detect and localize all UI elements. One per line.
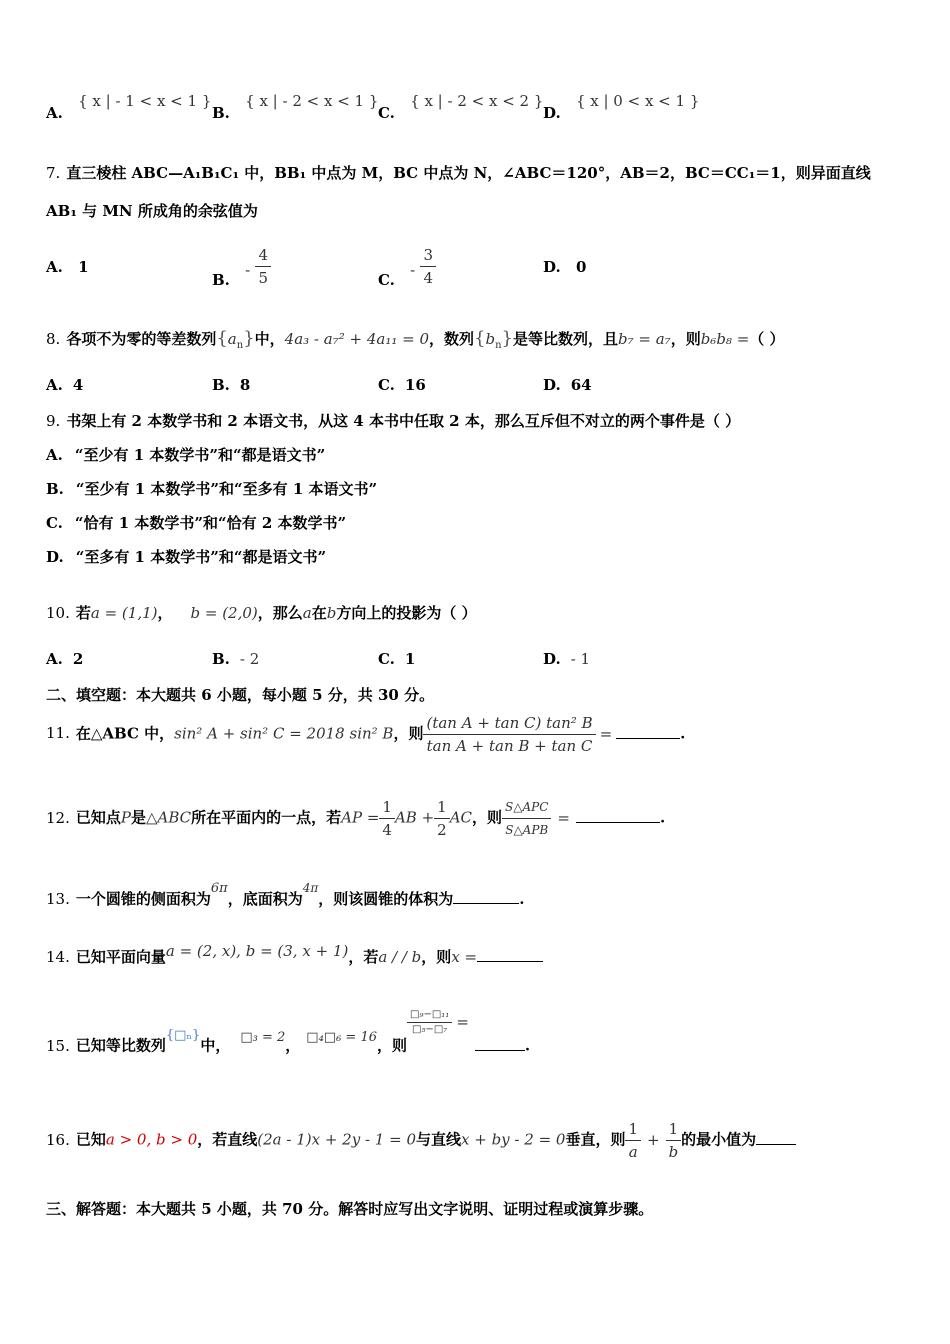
answer-blank [756,1144,796,1145]
q6-option-b [212,92,379,122]
q9-stem [46,410,740,431]
answer-blank [475,1050,525,1051]
vector-ap: AP = [341,808,380,827]
question-text: 方向上的投影为（ ） [336,604,477,622]
q7-stem [46,162,871,183]
q10-stem [46,602,477,623]
fraction-denominator: S△APB [505,823,549,837]
question-text: 的最小值为 [681,1130,757,1149]
fraction-denominator: tan A + tan B + tan C [426,737,593,755]
q14-stem [46,942,543,967]
q10-option-a [46,650,83,668]
section-heading-fill-in: 二、填空题：本大题共 6 小题，每小题 5 分，共 30 分。 [46,686,435,704]
symbol-a: a [302,604,312,622]
option-label: C. [46,514,63,532]
fraction-numerator: 3 [420,244,436,267]
question-text: ，若 [348,948,379,966]
option-label: A. [46,650,63,668]
brace-open: { [216,328,228,349]
question-number: 8. [46,330,61,348]
question-text: 书架上有 2 本数学书和 2 本语文书，从这 4 本书中任取 2 本，那么互斥但不对立的两个事件是（ ） [66,412,741,430]
question-number: 12. [46,808,70,827]
fraction-denominator: b [668,1143,679,1161]
q7-option-d [543,258,586,276]
option-label: B. [212,376,230,394]
option-value: 16 [404,376,426,394]
vector-b: b = (2,0) [190,604,258,622]
target-expression: x = [451,948,478,966]
question-text: 一个圆锥的侧面积为 [75,890,211,908]
question-number: 15. [46,1036,70,1055]
option-label: B. [212,104,230,122]
equation: 4a₃ - a₇² + 4a₁₁ = 0 [284,330,429,348]
vectors: a = (2, x), b = (3, x + 1) [165,942,349,960]
fraction-denominator: a [628,1143,638,1161]
q12-stem [46,796,665,841]
option-value: 1 [78,258,89,276]
option-value: - 2 [239,650,260,668]
sequence-b: b [485,330,496,348]
q9-option-c [46,512,346,533]
question-text: ， [285,1036,301,1055]
fraction-numerator: 1 [625,1118,641,1141]
option-expr: { x | 0 < x < 1 } [575,92,700,110]
option-label: A. [46,104,63,122]
option-label: C. [378,650,395,668]
question-text: ，则该圆锥的体积为 [318,890,454,908]
option-value: 2 [72,650,84,668]
question-text: ，则 [376,1036,407,1055]
question-text: 直三棱柱 ABC—A₁B₁C₁ 中，BB₁ 中点为 M，BC 中点为 N，∠ABC＝120°，AB＝2，BC＝CC₁＝1，则异面直线 [66,164,871,182]
question-text: 已知点 [75,808,121,827]
option-expr: { x | - 2 < x < 2 } [410,92,544,110]
answer-blank [616,738,680,739]
option-label: B. [212,650,230,668]
symbol-b: b [326,604,337,622]
q7-option-b [212,234,271,289]
fraction-denominator: 5 [258,269,268,287]
option-fraction [255,244,271,289]
option-label: A. [46,376,63,394]
question-text: 垂直，则 [565,1130,626,1149]
reciprocal-a [625,1118,641,1163]
equation: sin² A + sin² C = 2018 sin² B [174,724,394,743]
option-label: B. [212,270,230,289]
fraction-denominator: 4 [382,821,392,839]
q9-option-b [46,478,377,499]
option-value: 64 [570,376,592,394]
question-text: ，那么 [257,604,303,622]
question-text: ，底面积为 [227,890,303,908]
option-label: D. [543,650,561,668]
option-label: D. [543,258,561,276]
question-text: 已知平面向量 [75,948,166,966]
option-label: B. [46,480,64,498]
plus-sign: + [647,1130,660,1149]
coefficient-fraction [434,796,450,841]
q11-fraction [423,712,595,757]
question-text: 已知 [75,1130,106,1149]
fraction-numerator: S△APC [502,796,551,819]
option-label: C. [378,376,395,394]
fraction-numerator: 4 [255,244,271,267]
question-text: 在 [311,604,327,622]
q10-option-d [543,650,590,668]
option-value: 8 [239,376,251,394]
question-number: 13. [46,890,70,908]
question-text: 所在平面内的一点，若 [191,808,342,827]
q10-option-c [378,650,415,668]
fraction-numerator: 1 [379,796,395,819]
triangle: △ABC [145,808,192,827]
fraction-denominator: 4 [423,269,433,287]
q7-option-c [378,234,436,289]
line-2: x + by - 2 = 0 [461,1130,566,1149]
q15-fraction [407,1008,452,1037]
option-label: D. [543,104,561,122]
question-text: ，则 [393,724,424,743]
period: . [680,724,686,743]
option-fraction [420,244,436,289]
fraction-numerator: (tan A + tan C) tan² B [423,712,595,735]
option-expr: { x | - 2 < x < 1 } [245,92,379,110]
vector-ab: AB + [394,808,435,827]
q8-option-b [212,376,250,394]
option-sign: - [245,260,251,279]
equals-sign: = [456,1012,469,1031]
option-label: C. [378,104,395,122]
reciprocal-b [666,1118,682,1163]
condition-1: □₃ = 2 [240,1029,286,1045]
parallel-condition: a / / b [378,948,422,966]
positivity-condition: a > 0, b > 0 [105,1130,198,1149]
option-label: D. [46,548,64,566]
question-text: 在△ABC 中， [75,724,175,743]
q6-option-d [543,92,700,122]
question-text: 各项不为零的等差数列 [66,330,217,348]
condition: b₇ = a₇ [618,330,671,348]
option-label: A. [46,258,63,276]
period: . [519,890,525,908]
q13-stem [46,881,525,909]
point-p: P [120,808,131,827]
option-value: 4 [72,376,84,394]
option-value: 1 [404,650,416,668]
question-text: AB₁ 与 MN 所成角的余弦值为 [46,202,258,220]
answer-blank [453,903,519,904]
option-sign: - [410,260,416,279]
option-expr: { x | - 1 < x < 1 } [78,92,212,110]
fraction-numerator: □₉−□₁₁ [407,1008,452,1023]
brace-close: } [501,328,513,349]
q9-option-d [46,546,326,567]
fraction-denominator: □₅−□₇ [412,1024,448,1035]
question-text: ，数列 [429,330,475,348]
option-value: - 1 [570,650,591,668]
option-text: “至少有 1 本数学书”和“都是语文书” [74,446,326,464]
question-text: 是 [130,808,146,827]
vector-a: a = (1,1) [90,604,158,622]
answer-blank [477,961,543,962]
coefficient-fraction [379,796,395,841]
question-text: 中， [254,330,285,348]
question-text: 已知等比数列 [75,1036,166,1055]
q7-option-a [46,258,89,276]
q9-option-a [46,444,325,465]
question-number: 10. [46,604,70,622]
fraction-numerator: 1 [434,796,450,819]
fraction-denominator: 2 [437,821,447,839]
q11-stem [46,712,685,757]
subscript-n: n [495,340,502,351]
option-text: “恰有 1 本数学书”和“恰有 2 本数学书” [74,514,347,532]
equals-sign: = [599,724,613,743]
period: . [524,1036,531,1055]
question-number: 14. [46,948,70,966]
question-number: 9. [46,412,61,430]
area-ratio [502,796,551,841]
geometric-sequence: {□ₙ} [165,1027,201,1043]
question-text: 若 [75,604,91,622]
answer-paren: （ ） [749,330,785,348]
fraction-numerator: 1 [666,1118,682,1141]
q8-option-d [543,376,592,394]
separator: ， [157,604,173,622]
q7-stem-line2 [46,200,258,221]
question-text: 是等比数列，且 [512,330,618,348]
option-text: “至多有 1 本数学书”和“都是语文书” [75,548,327,566]
option-text: “至少有 1 本数学书”和“至多有 1 本语文书” [75,480,378,498]
target-expression: b₆b₈ = [700,330,750,348]
question-number: 7. [46,164,61,182]
brace-open: { [474,328,486,349]
section-heading-solutions: 三、解答题：本大题共 5 小题，共 70 分。解答时应写出文字说明、证明过程或演算步骤。 [46,1200,654,1218]
question-number: 11. [46,723,70,742]
question-text: ，则 [472,808,503,827]
question-text: 中， [200,1036,231,1055]
question-text: ，则 [421,948,452,966]
q15-stem [46,1009,531,1061]
period: . [660,808,666,827]
line-1: (2a - 1)x + 2y - 1 = 0 [257,1130,416,1149]
answer-blank [576,822,660,823]
base-area: 4π [302,881,319,895]
brace-close: } [243,328,255,349]
q16-stem [46,1118,796,1163]
subscript-n: n [236,340,244,351]
q8-stem [46,328,785,351]
q10-option-b [212,650,259,668]
question-text: ，若直线 [197,1130,258,1149]
question-text: ，则 [670,330,701,348]
lateral-area: 6π [210,881,228,896]
equals-sign: = [557,808,570,827]
vector-ac: AC [449,808,473,827]
q8-option-c [378,376,426,394]
q6-option-c [378,92,544,122]
question-number: 16. [46,1130,70,1149]
q8-option-a [46,376,83,394]
sequence-a: a [227,330,237,348]
option-label: C. [378,270,395,289]
option-label: D. [543,376,561,394]
option-value: 0 [575,258,587,276]
q6-option-a [46,92,212,122]
option-label: A. [46,446,63,464]
question-text: 与直线 [416,1130,462,1149]
condition-2: □₄□₆ = 16 [306,1029,377,1045]
